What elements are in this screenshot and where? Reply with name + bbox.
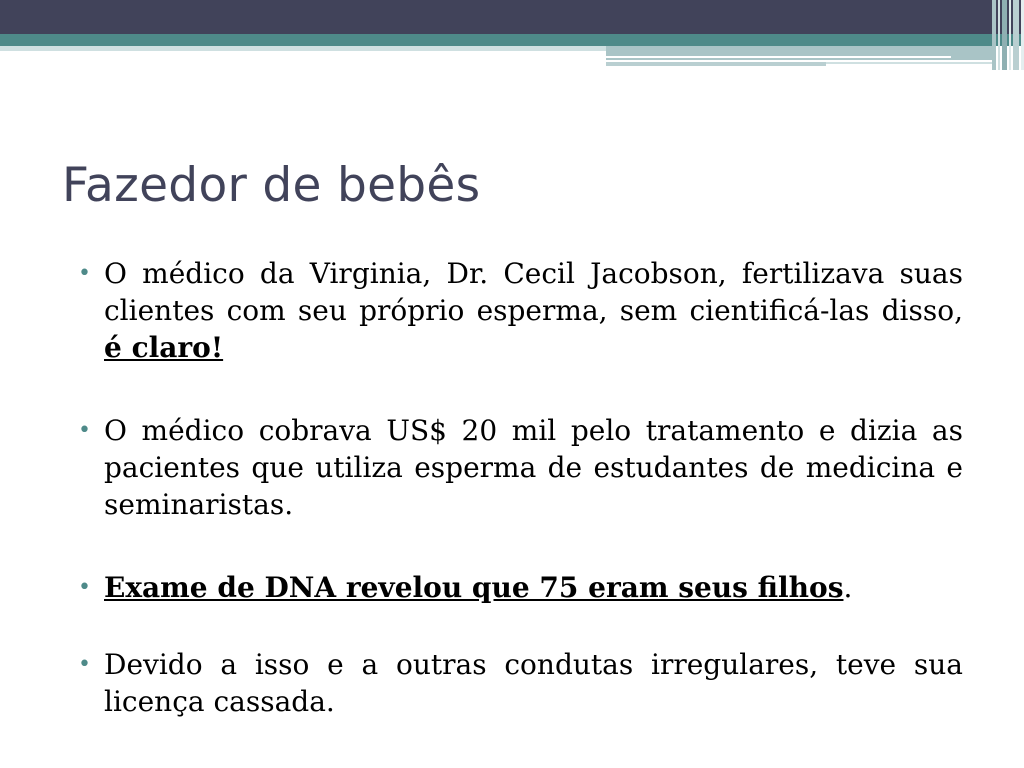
- header-line: [606, 62, 826, 66]
- header-line: [606, 56, 951, 58]
- header-band-teal: [0, 34, 1024, 46]
- bullet-emphasis: Exame de DNA revelou que 75 eram seus filhos: [104, 571, 844, 604]
- bullet-item: [78, 646, 963, 720]
- bullet-emphasis: é claro!: [104, 331, 224, 364]
- bullet-text: Devido a isso e a outras condutas irregulares, teve sua licença cassada.: [104, 648, 963, 718]
- bullet-icon: •: [78, 418, 91, 443]
- bullet-item: [78, 255, 963, 366]
- bullet-icon: •: [78, 652, 91, 677]
- bullet-icon: •: [78, 261, 91, 286]
- header-band-dark: [0, 0, 1024, 34]
- bullet-text: O médico cobrava US$ 20 mil pelo tratamento e dizia as pacientes que utiliza esperma de estudantes de medicina e seminaristas.: [104, 414, 963, 521]
- slide-title: Fazedor de bebês: [62, 158, 481, 213]
- bullet-item: [78, 412, 963, 523]
- bullet-list: [78, 255, 963, 766]
- bullet-text: O médico da Virginia, Dr. Cecil Jacobson, fertilizava suas clientes com seu próprio esperma, sem cientificá-las disso,: [104, 257, 963, 327]
- bullet-item: [78, 569, 963, 606]
- bullet-icon: •: [78, 575, 91, 600]
- header-vertical-stripes: [992, 0, 1024, 70]
- bullet-suffix: .: [843, 571, 853, 604]
- header-line: [826, 62, 992, 64]
- header-band-light: [0, 46, 606, 51]
